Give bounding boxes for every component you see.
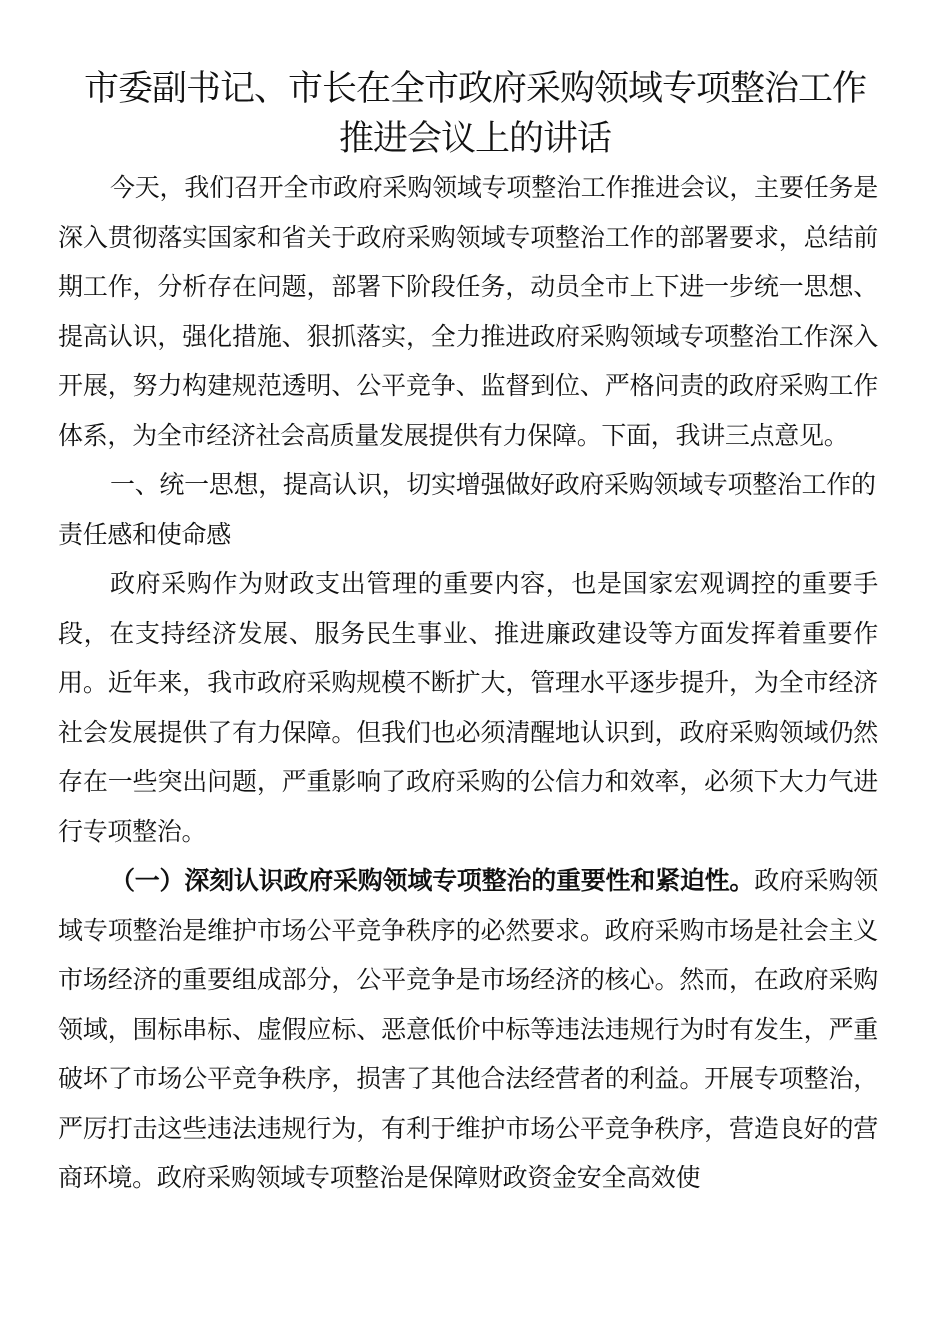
document-title <box>40 64 910 164</box>
subsection-text: 政府采购领域专项整治是维护市场公平竞争秩序的必然要求。政府采购市场是社会主义市场经济的重要组成部分，公平竞争是市场经济的核心。然而，在政府采购领域，围标串标、虚假应标、恶意低价中标等违法违规行为时有发生，严重破坏了市场公平竞争秩序，损害了其他合法经营者的利益。开展专项整治，严厉打击这些违法违规行为，有利于维护市场公平竞争秩序，营造良好的营商环境。政府采购领域专项整治是保障财政资金安全高效使 <box>58 866 878 1192</box>
opening-paragraph: 今天，我们召开全市政府采购领域专项整治工作推进会议，主要任务是深入贯彻落实国家和省关于政府采购领域专项整治工作的部署要求，总结前期工作，分析存在问题，部署下阶段任务，动员全市上下进一步统一思想、提高认识，强化措施、狠抓落实，全力推进政府采购领域专项整治工作深入开展，努力构建规范透明、公平竞争、监督到位、严格问责的政府采购工作体系，为全市经济社会高质量发展提供有力保障。下面，我讲三点意见。 <box>58 173 878 450</box>
subsection-paragraph-1 <box>58 856 878 1203</box>
section-heading-1: 一、统一思想，提高认识，切实增强做好政府采购领域专项整治工作的责任感和使命感 <box>58 470 876 549</box>
title-line-2: 推进会议上的讲话 <box>338 119 611 159</box>
section-1-paragraph: 政府采购作为财政支出管理的重要内容，也是国家宏观调控的重要手段，在支持经济发展、服务民生事业、推进廉政建设等方面发挥着重要作用。近年来，我市政府采购规模不断扩大，管理水平逐步提升，为全市经济社会发展提供了有力保障。但我们也必须清醒地认识到，政府采购领域仍然存在一些突出问题，严重影响了政府采购的公信力和效率，必须下大力气进行专项整治。 <box>58 569 878 846</box>
document-body <box>58 163 878 1203</box>
subsection-lead: （一）深刻认识政府采购领域专项整治的重要性和紧迫性。 <box>110 866 755 895</box>
title-line-1: 市委副书记、市长在全市政府采购领域专项整治工作 <box>83 69 866 109</box>
